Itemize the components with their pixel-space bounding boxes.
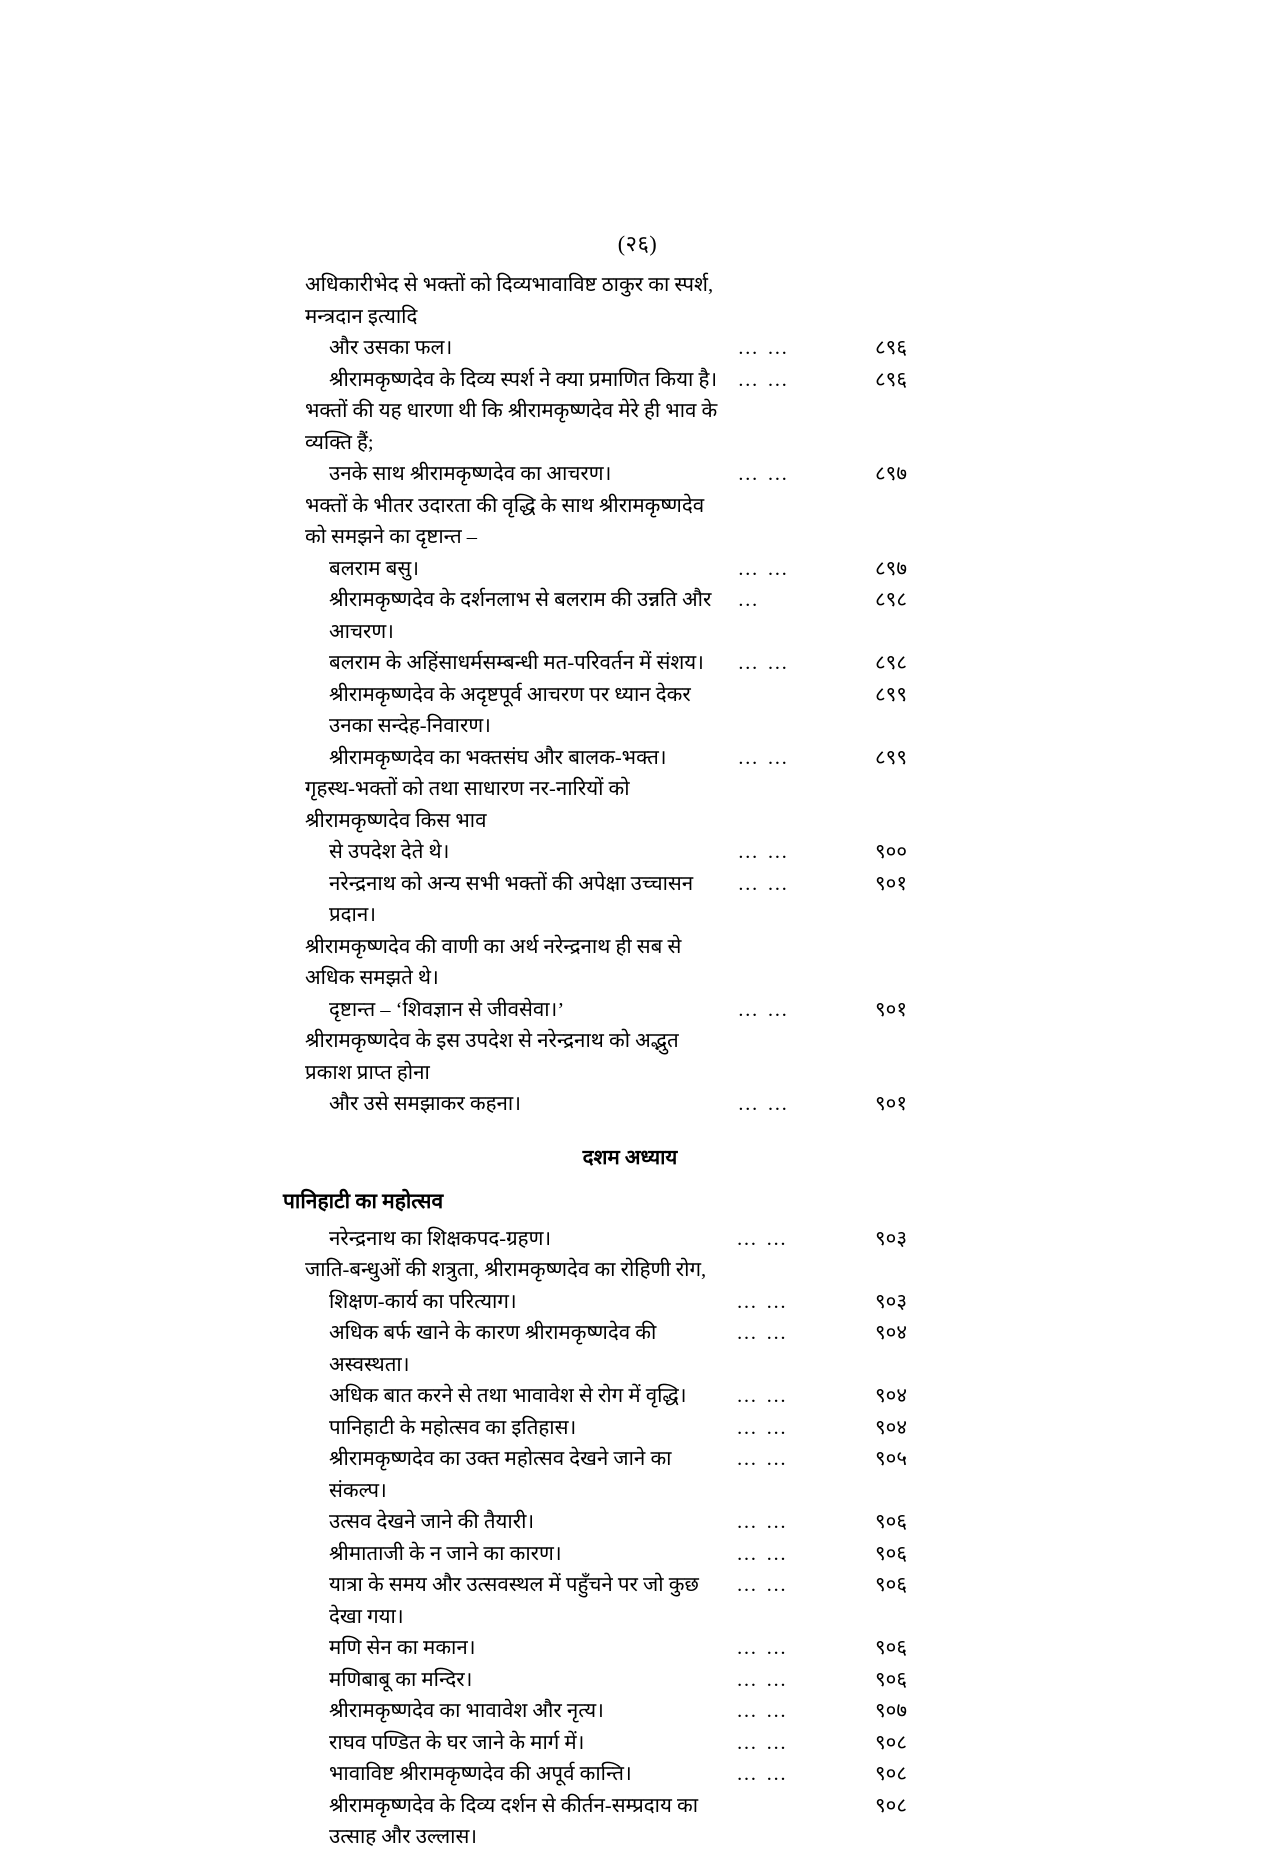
toc-entry-page-number: ८९८ xyxy=(875,589,907,611)
toc-entry-leader-dots: … … xyxy=(736,1290,789,1313)
toc-entry-row[interactable] xyxy=(305,1728,955,1760)
toc-entry-title-line: नरेन्द्रनाथ का शिक्षकपद-ग्रहण। xyxy=(329,1227,552,1250)
toc-entry-page-number: ९०६ xyxy=(875,1574,907,1596)
toc-entry-row[interactable] xyxy=(305,1539,955,1571)
toc-entry-title xyxy=(305,1444,730,1507)
toc-entry-page-number: ९०८ xyxy=(875,1763,907,1785)
toc-entry-title-continuation: और उसका फल। xyxy=(329,337,453,359)
toc-entry-row[interactable] xyxy=(305,1759,955,1791)
toc-entry-title-line: नरेन्द्रनाथ को अन्य सभी भक्तों की अपेक्षा उच्चासन प्रदान। xyxy=(329,872,694,926)
toc-entry-leader-dots: … … xyxy=(736,1700,789,1722)
toc-entry-title-continuation: बलराम बसु। xyxy=(329,557,420,580)
toc-entry-leader-dots: … … xyxy=(736,1227,789,1250)
section-title-cell xyxy=(283,1182,955,1224)
section-title: पानिहाटी का महोत्सव xyxy=(283,1189,444,1213)
toc-table-part-two xyxy=(305,1224,955,1854)
toc-entry-row[interactable] xyxy=(305,1633,955,1665)
toc-entry-title-line: श्रीरामकृष्णदेव का भक्तसंघ और बालक-भक्त। xyxy=(329,746,667,769)
toc-entry-title xyxy=(305,270,731,365)
toc-entry-title-continuation: शिक्षण-कार्य का परित्याग। xyxy=(329,1290,517,1313)
toc-entry-title-line: मणिबाबू का मन्दिर। xyxy=(329,1668,473,1691)
toc-entry-row[interactable] xyxy=(305,491,955,586)
toc-entry-page-number: ९०७ xyxy=(875,1700,907,1722)
toc-entry-title-line: अधिक बर्फ खाने के कारण श्रीरामकृष्णदेव की अस्वस्थता। xyxy=(329,1322,657,1376)
toc-entry-row[interactable] xyxy=(305,1570,955,1633)
toc-entry-title-continuation: उनके साथ श्रीरामकृष्णदेव का आचरण। xyxy=(329,463,612,485)
toc-entry-row[interactable] xyxy=(305,1255,955,1318)
toc-entry-title xyxy=(305,1633,730,1665)
toc-table-part-one xyxy=(305,270,955,1121)
toc-entry-row[interactable] xyxy=(305,1696,955,1728)
toc-entry-leader-dots: … … xyxy=(736,1511,789,1533)
toc-entry-leader-dots: … … xyxy=(737,746,790,769)
toc-entry-title-line: श्रीरामकृष्णदेव के दिव्य दर्शन से कीर्तन-सम्प्रदाय का उत्साह और उल्लास। xyxy=(329,1794,699,1848)
toc-entry-title xyxy=(305,1759,730,1791)
toc-entry-leader-dots: … … xyxy=(737,368,790,391)
toc-entry-row[interactable] xyxy=(305,1224,955,1256)
toc-entry-title-line: भावाविष्ट श्रीरामकृष्णदेव की अपूर्व कान्ति। xyxy=(329,1763,632,1785)
toc-entry-title-continuation: और उसे समझाकर कहना। xyxy=(329,1093,521,1115)
toc-entry-page-number: ९०० xyxy=(875,841,907,863)
toc-entry-title xyxy=(305,932,731,1027)
toc-entry-row[interactable] xyxy=(305,1381,955,1413)
toc-entry-leader-dots: … … xyxy=(736,1637,789,1659)
toc-entry-title-line: श्रीरामकृष्णदेव का उक्त महोत्सव देखने जाने का संकल्प। xyxy=(329,1448,672,1502)
toc-entry-leader-dots xyxy=(730,1791,821,1854)
toc-entry-title xyxy=(305,869,731,932)
toc-entry-title-continuation: से उपदेश देते थे। xyxy=(329,841,450,863)
toc-entry-page-number: ९०६ xyxy=(875,1511,907,1533)
toc-entry-leader-dots: … … xyxy=(737,1093,790,1115)
toc-entry-row[interactable] xyxy=(305,648,955,680)
toc-entry-title xyxy=(305,1026,731,1121)
toc-entry-title xyxy=(305,1413,730,1445)
toc-entry-leader-dots: … … xyxy=(737,337,790,359)
toc-entry-title xyxy=(305,648,731,680)
toc-entry-row[interactable] xyxy=(305,774,955,869)
toc-entry-title-line: श्रीरामकृष्णदेव के इस उपदेश से नरेन्द्रनाथ को अद्भुत प्रकाश प्राप्त होना xyxy=(305,1030,679,1084)
toc-entry-title xyxy=(305,774,731,869)
toc-entry-title xyxy=(305,1224,730,1256)
toc-entry-leader-dots: … xyxy=(737,589,760,611)
toc-entry-title-line: उत्सव देखने जाने की तैयारी। xyxy=(329,1511,535,1533)
toc-entry-page-number: ९०४ xyxy=(875,1385,907,1407)
toc-entry-page-number: ९०६ xyxy=(875,1542,907,1565)
toc-entry-page-number: ८९९ xyxy=(875,683,907,706)
toc-entry-title xyxy=(305,743,731,775)
toc-entry-title xyxy=(305,1728,730,1760)
toc-entry-leader-dots: … … xyxy=(736,1731,789,1754)
toc-entry-row[interactable] xyxy=(305,1507,955,1539)
toc-entry-row[interactable] xyxy=(305,396,955,491)
toc-entry-leader-dots: … … xyxy=(737,872,790,895)
toc-entry-title-line: यात्रा के समय और उत्सवस्थल में पहुँचने पर जो कुछ देखा गया। xyxy=(329,1574,699,1628)
toc-entry-title-line: श्रीरामकृष्णदेव का भावावेश और नृत्य। xyxy=(329,1700,604,1722)
toc-entry-page-number: ९०३ xyxy=(875,1227,907,1250)
toc-entry-row[interactable] xyxy=(305,1026,955,1121)
toc-entry-row[interactable] xyxy=(305,1444,955,1507)
toc-entry-page-number: ८९६ xyxy=(875,337,907,359)
toc-entry-title xyxy=(305,1381,730,1413)
toc-entry-page-number: ९०३ xyxy=(875,1290,907,1313)
toc-entry-title-line: पानिहाटी के महोत्सव का इतिहास। xyxy=(329,1416,577,1439)
toc-entry-title-line: बलराम के अहिंसाधर्मसम्बन्धी मत-परिवर्तन में संशय। xyxy=(329,652,704,674)
toc-entry-leader-dots: … … xyxy=(737,557,790,580)
toc-entry-title-line: श्रीरामकृष्णदेव के अदृष्टपूर्व आचरण पर ध्यान देकर उनका सन्देह-निवारण। xyxy=(329,683,691,737)
chapter-heading-row xyxy=(305,1121,955,1183)
toc-entry-title-line: मणि सेन का मकान। xyxy=(329,1637,476,1659)
toc-entry-title-line: राघव पण्डित के घर जाने के मार्ग में। xyxy=(329,1731,585,1754)
toc-entry-page-number: ८९६ xyxy=(875,368,907,391)
toc-entry-row[interactable] xyxy=(305,365,955,397)
toc-entry-title-line: भक्तों के भीतर उदारता की वृद्धि के साथ श्रीरामकृष्णदेव को समझने का दृष्टान्त – xyxy=(305,494,705,548)
toc-entry-row[interactable] xyxy=(305,1318,955,1381)
toc-entry-leader-dots xyxy=(731,680,821,743)
toc-entry-leader-dots: … … xyxy=(737,463,790,485)
toc-entry-row[interactable] xyxy=(305,1413,955,1445)
toc-entry-title xyxy=(305,1696,730,1728)
toc-entry-row[interactable] xyxy=(305,680,955,743)
toc-entry-title xyxy=(305,1539,730,1571)
toc-entry-leader-dots: … … xyxy=(736,1542,789,1565)
toc-entry-page-number: ९०१ xyxy=(875,998,907,1021)
toc-body-two xyxy=(305,1224,955,1854)
toc-entry-title-continuation: दृष्टान्त – ‘शिवज्ञान से जीवसेवा।’ xyxy=(329,998,565,1021)
toc-entry-page-number: ९०५ xyxy=(875,1448,907,1470)
toc-entry-title-line: गृहस्थ-भक्तों को तथा साधारण नर-नारियों को श्रीरामकृष्णदेव किस भाव xyxy=(305,778,630,832)
toc-entry-title-line: श्रीरामकृष्णदेव की वाणी का अर्थ नरेन्द्रनाथ ही सब से अधिक समझते थे। xyxy=(305,935,682,989)
toc-entry-row[interactable] xyxy=(305,743,955,775)
toc-entry-title xyxy=(305,491,731,586)
toc-entry-leader-dots: … … xyxy=(736,1574,789,1596)
toc-entry-title-line: भक्तों की यह धारणा थी कि श्रीरामकृष्णदेव मेरे ही भाव के व्यक्ति हैं; xyxy=(305,400,718,454)
toc-entry-leader-dots: … … xyxy=(737,841,790,863)
toc-entry-title xyxy=(305,396,731,491)
toc-entry-title-line: श्रीरामकृष्णदेव के दर्शनलाभ से बलराम की उन्नति और आचरण। xyxy=(329,589,712,643)
toc-entry-title xyxy=(305,1318,730,1381)
toc-entry-title-line: अधिकारीभेद से भक्तों को दिव्यभावाविष्ट ठाकुर का स्पर्श, मन्त्रदान इत्यादि xyxy=(305,274,714,328)
toc-entry-page-number: ९०१ xyxy=(875,1093,907,1115)
toc-entry-page-number: ९०१ xyxy=(875,872,907,895)
toc-entry-leader-dots: … … xyxy=(737,998,790,1021)
toc-entry-leader-dots: … … xyxy=(736,1763,789,1785)
toc-entry-row[interactable] xyxy=(305,869,955,932)
toc-entry-title-line: श्रीमाताजी के न जाने का कारण। xyxy=(329,1542,562,1565)
toc-entry-title-line: अधिक बात करने से तथा भावावेश से रोग में वृद्धि। xyxy=(329,1385,687,1407)
toc-entry-leader-dots: … … xyxy=(736,1448,789,1470)
toc-chapter-heading-table xyxy=(283,1121,955,1224)
toc-entry-row[interactable] xyxy=(305,1791,955,1854)
toc-entry-page-number: ८९९ xyxy=(875,746,907,769)
toc-entry-leader-dots: … … xyxy=(736,1322,789,1344)
page-number: (२६) xyxy=(617,231,658,256)
toc-entry-page-number: ९०४ xyxy=(875,1416,907,1439)
toc-entry-title xyxy=(305,1570,730,1633)
section-title-row xyxy=(305,1182,955,1224)
toc-entry-leader-dots: … … xyxy=(736,1668,789,1691)
toc-entry-page-number: ८९८ xyxy=(875,652,907,674)
table-of-contents xyxy=(283,270,955,1854)
toc-entry-page-number: ९०६ xyxy=(875,1668,907,1691)
toc-entry-page-number: ८९७ xyxy=(875,557,907,580)
toc-entry-title xyxy=(305,1255,730,1318)
toc-body-one xyxy=(305,270,955,1121)
toc-entry-title xyxy=(305,1665,730,1697)
chapter-heading: दशम अध्याय xyxy=(582,1146,678,1169)
toc-entry-row[interactable] xyxy=(305,270,955,365)
toc-entry-title xyxy=(305,1791,730,1854)
toc-entry-row[interactable] xyxy=(305,585,955,648)
toc-entry-page-number: ९०६ xyxy=(875,1637,907,1659)
toc-entry-leader-dots: … … xyxy=(737,652,790,674)
toc-entry-title xyxy=(305,365,731,397)
toc-entry-title xyxy=(305,585,731,648)
toc-entry-page-number: ९०८ xyxy=(875,1794,907,1817)
toc-entry-row[interactable] xyxy=(305,932,955,1027)
toc-entry-title-line: श्रीरामकृष्णदेव के दिव्य स्पर्श ने क्या प्रमाणित किया है। xyxy=(329,368,718,391)
toc-entry-page-number: ८९७ xyxy=(875,463,907,485)
toc-entry-row[interactable] xyxy=(305,1665,955,1697)
toc-entry-title xyxy=(305,680,731,743)
toc-entry-page-number: ९०४ xyxy=(875,1322,907,1344)
toc-entry-leader-dots: … … xyxy=(736,1385,789,1407)
toc-entry-leader-dots: … … xyxy=(736,1416,789,1439)
toc-entry-title-line: जाति-बन्धुओं की शत्रुता, श्रीरामकृष्णदेव का रोहिणी रोग, xyxy=(305,1259,707,1281)
toc-entry-title xyxy=(305,1507,730,1539)
toc-entry-page-number: ९०८ xyxy=(875,1731,907,1754)
